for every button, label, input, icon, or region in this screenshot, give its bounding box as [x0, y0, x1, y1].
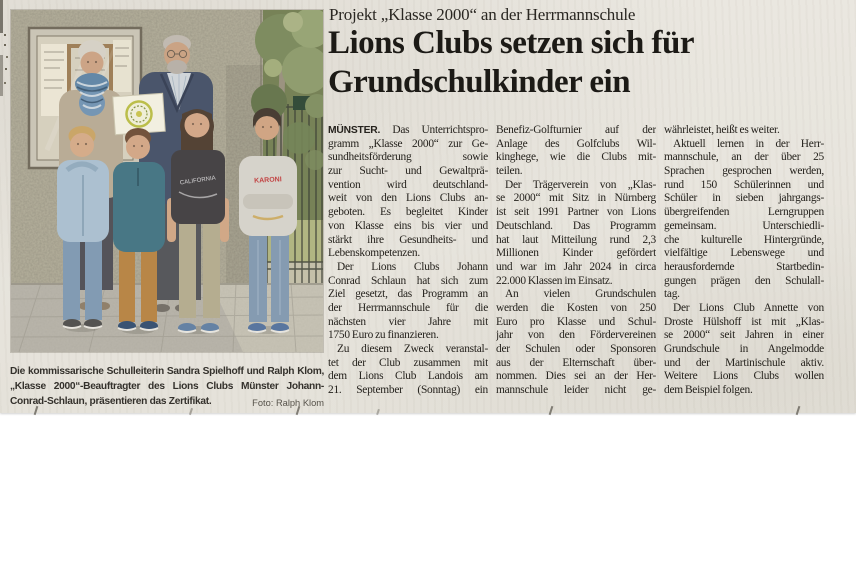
cut-mark [376, 409, 380, 415]
body-line: gramm „Klasse 2000“ zur Ge- [328, 137, 488, 150]
body-line: An vielen Grundschulen [505, 288, 656, 301]
body-line: Der Lions Clubs Johann [337, 260, 488, 273]
headline-line-2: Grundschulkinder ein [328, 64, 631, 100]
body-line: Millionen Kinder gefördert [496, 247, 656, 260]
body-line: vielfältige Lebenswege und [664, 247, 824, 260]
cut-edge-mark [0, 55, 3, 96]
body-line: gemeinsam. Unterschiedli- [664, 219, 824, 232]
body-line: hat laut Mitteilung rund 2,3 [496, 233, 656, 246]
body-line: Aktuell lernen in der Herr- [673, 137, 824, 150]
body-line: nommen. Dies sei an der Her- [496, 370, 656, 383]
body-line: Schüler in sieben jahrgangs- [664, 192, 824, 205]
body-line: währleistet, heißt es weiter. [664, 124, 780, 136]
body-line: Der Lions Club Annette von [673, 301, 824, 314]
body-line: se 2000“ seit Jahren in einer [664, 329, 824, 342]
body-line: aus der Elternschaft über- [496, 356, 656, 369]
body-line: und der Martinischule aktiv. [664, 356, 824, 369]
cut-mark [549, 406, 554, 415]
body-line: kinghege, wie die Clubs mit- [496, 151, 656, 164]
body-line: nächsten vier Jahre mit [328, 315, 488, 328]
body-line: der Schulen oder Sponsoren [496, 343, 656, 355]
photo-caption [10, 365, 324, 410]
headline [328, 24, 748, 102]
body-line: mannschule leider nicht ge- [496, 384, 656, 397]
body-line: rund 150 Schülerinnen und [664, 178, 824, 191]
body-line: herausfordernde Startbedin- [664, 260, 824, 273]
body-line: Euro pro Klasse und Schul- [496, 315, 656, 328]
body-line: 21. September (Sonntag) ein [328, 384, 488, 397]
body-line: Grundschule in Angelmodde [664, 343, 824, 355]
photo-credit: Foto: Ralph Klom [252, 397, 324, 408]
svg-text:KARONI: KARONI [253, 176, 282, 185]
article-photo [11, 10, 323, 352]
cut-edge-dots [4, 34, 6, 36]
svg-text:CALIFORNIA: CALIFORNIA [179, 175, 217, 187]
body-line: Conrad Schlaun hat sich zum [328, 274, 488, 287]
body-line: Anlage des Golfclubs Wil- [496, 137, 656, 150]
body-line: Zu diesem Zweck veranstal- [337, 343, 488, 355]
body-line: der Herrmannschule für die [328, 301, 488, 314]
body-column-1 [328, 124, 488, 398]
body-line: Droste Hülshoff ist mit „Klas- [664, 315, 824, 328]
body-line: von Klasse eins bis vier und [328, 219, 488, 232]
body-line: Lebenskompetenzen. [328, 247, 420, 260]
kicker: Projekt „Klasse 2000“ an der Herrmannschule [329, 5, 636, 24]
body-line: Benefiz-Golfturnier auf der [496, 124, 656, 136]
body-line: ist seit 1991 Partner von Lions [496, 206, 656, 219]
body-column-3 [664, 124, 824, 398]
headline-line-1: Lions Clubs setzen sich für [328, 25, 695, 61]
body-line: Ziel gesetzt, das Programm an [328, 288, 488, 301]
body-line: 22.000 Klassen im Einsatz. [496, 274, 613, 287]
body-line: mannschule, an der über 25 [664, 151, 824, 164]
body-line: sundheitsförderung sowie [328, 151, 488, 164]
body-line: werden die Kosten von 250 [496, 301, 656, 314]
dateline-lead-in: MÜNSTER. [328, 125, 381, 136]
cut-edge-mark [0, 0, 3, 33]
body-line: gungen prägen den Schulall- [664, 274, 824, 287]
body-line: Der Trägerverein von „Klas- [505, 178, 656, 191]
cut-mark [796, 406, 801, 415]
body-line: Sprachen gesprochen werden, [664, 165, 824, 178]
body-line: geboten. Es begleitet Kinder [328, 206, 488, 219]
photo-scene [11, 10, 323, 352]
body-line: vention wird deutschland- [328, 178, 488, 191]
body-line: dem Lions Club Landois am [328, 370, 488, 383]
body-line: Weitere Lions Clubs wollen [664, 370, 824, 383]
body-line: stärkt ihre Gesundheits- und [328, 233, 488, 246]
article-body [328, 124, 824, 398]
body-line: zur Sucht- und Gewaltprä- [328, 165, 488, 178]
body-column-2 [496, 124, 656, 398]
body-line: MÜNSTER. Das Unterrichtspro- [328, 124, 488, 136]
body-line: 1750 Euro zu finanzieren. [328, 329, 439, 342]
body-line: übergreifenden Lerngruppen [664, 206, 824, 219]
body-line: tet der Club zusammen mit [328, 356, 488, 369]
body-line: se 2000“ mit Sitz in Nürnberg [496, 192, 656, 205]
body-line: teilen. [496, 165, 523, 178]
body-line: jahr von den Fördervereinen [496, 329, 656, 342]
body-line: und war im Jahr 2024 in circa [496, 260, 656, 273]
warm-wash [11, 10, 323, 352]
body-line: tag. [664, 288, 680, 301]
caption-text: Die kommissarische Schulleiterin Sandra Spielhoff und Ralph Klom, „Klasse 2000“-Beauftragter des Lions Clubs Münster Johann-Conrad-Schlaun, präsentieren das Zertifikat. [10, 366, 324, 407]
body-line: che kulturelle Hintergründe, [664, 233, 824, 246]
body-line: Deutschland. Das Programm [496, 219, 656, 232]
body-line: weit von den Lions Clubs an- [328, 192, 488, 205]
body-line: dem Beispiel folgen. [664, 384, 753, 397]
